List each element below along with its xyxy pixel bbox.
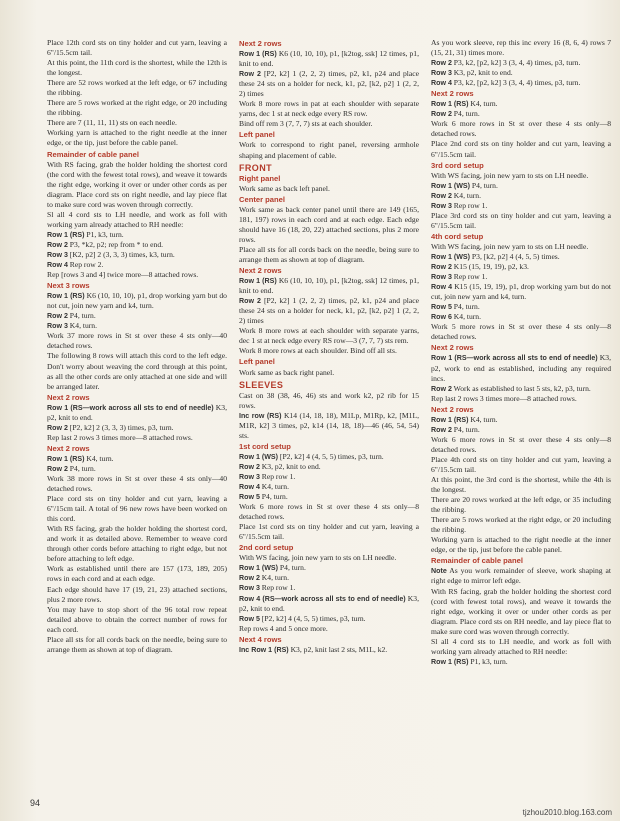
row-text: K4, turn.: [470, 99, 498, 109]
row-instruction: [239, 411, 419, 441]
paragraph: Work same as back center panel until there are 149 (165, 181, 197) rows in each cord and at each edge. Each edge should have 16 (18, 20, 22) attached sections, plus 2 more rows.: [239, 204, 419, 244]
paragraph: Bind off rem 3 (7, 7, 7) sts at each shoulder.: [239, 119, 373, 129]
paragraph: Rep last 2 rows 3 times more—8 attached rows.: [431, 393, 577, 403]
paragraph: Work same as back left panel.: [239, 183, 330, 193]
row-instruction: [431, 181, 611, 191]
row-label: Row 1 (RS): [239, 50, 277, 59]
section-heading: 4th cord setup: [431, 231, 484, 241]
row-text: K3, p2, knit to end.: [239, 593, 419, 613]
row-label: Row 4: [431, 283, 453, 292]
row-label: Row 2: [47, 312, 68, 321]
row-text: K4, turn.: [470, 414, 498, 424]
row-label: Row 2: [431, 384, 452, 393]
row-instruction: [47, 230, 227, 240]
row-text: Work as established to last 5 sts, k2, p3, turn.: [453, 383, 591, 393]
paragraph: Rep rows 4 and 5 once more.: [239, 623, 328, 633]
row-text: [K2, p2] 2 (3, 3, 3) times, k3, turn.: [69, 249, 175, 259]
row-label: Row 3: [239, 584, 260, 593]
row-instruction: [431, 68, 611, 78]
row-text: P3, k2, [p2, k2] 3 (3, 4, 4) times, p3, turn.: [453, 58, 581, 68]
section-heading: Remainder of cable panel: [431, 556, 523, 566]
section-heading: Next 2 rows: [431, 404, 474, 414]
row-instruction: [431, 272, 611, 282]
section-heading: Next 4 rows: [239, 634, 282, 644]
row-text: P4, turn.: [279, 563, 306, 573]
column-left: [47, 38, 227, 655]
row-label: Row 3: [47, 322, 68, 331]
row-text: K6 (10, 10, 10), p1, [k2tog, ssk] 12 times, p1, knit to end.: [239, 49, 419, 69]
row-label: Row 5: [239, 614, 260, 623]
row-instruction: [431, 282, 611, 302]
row-text: P3, k2, [p2, k2] 3 (3, 4, 4) times, p3, turn.: [453, 78, 581, 88]
row-text: K4, turn.: [453, 312, 482, 322]
row-instruction: [47, 291, 227, 311]
row-instruction: [47, 454, 227, 464]
row-text: P4, turn.: [69, 311, 96, 321]
paragraph: Place cord sts on tiny holder and cut yarn, leaving a 6"/15cm tail. A total of 96 new rows have been worked on this cord.: [47, 494, 227, 524]
row-instruction: [431, 425, 611, 435]
section-heading: Left panel: [239, 357, 275, 367]
section-heading: Next 2 rows: [431, 343, 474, 353]
paragraph: Work 5 more rows in St st over these 4 sts only—8 detached rows.: [431, 322, 611, 342]
row-text: P1, k3, turn.: [470, 656, 508, 666]
row-instruction: [47, 464, 227, 474]
paragraph: With RS facing, grab the holder holding the shortest cord (cord with fewest total rows), and weave it towards the right edge, working it over or under other cords as per diagram. Place cord sts on RH needle, and lay piece flat to make sure cord was woven through correctly.: [431, 586, 611, 636]
row-text: K3, p2, knit last 2 sts, M1L, k2.: [290, 644, 388, 654]
row-text: P3, *k2, p2; rep from * to end.: [69, 239, 164, 249]
row-label: Inc Row 1 (RS): [239, 645, 289, 654]
paragraph: With WS facing, join new yarn to sts on LH needle.: [239, 553, 397, 563]
row-label: Row 2: [239, 574, 260, 583]
row-label: Row 3: [239, 472, 260, 481]
row-text: P4, turn.: [453, 109, 480, 119]
row-instruction: [431, 191, 611, 201]
section-heading: Next 3 rows: [47, 281, 90, 291]
paragraph: There are 7 (11, 11, 11) sts on each needle.: [47, 118, 177, 128]
row-label: Row 5: [239, 493, 260, 502]
paragraph: There are 5 rows worked at the right edge, or 20 including the ribbing.: [431, 515, 611, 535]
section-heading: 1st cord setup: [239, 441, 291, 451]
row-label: Row 1 (WS): [239, 564, 279, 573]
section-heading: Center panel: [239, 194, 285, 204]
row-text: P4, turn.: [471, 180, 498, 190]
row-instruction: [239, 296, 419, 326]
paragraph: Place all sts for all cords back on the needle, being sure to arrange them as shown at top of diagram.: [47, 634, 227, 654]
paragraph: Working yarn is attached to the right needle at the inner edge, or the tip, just before the cable panel.: [47, 128, 227, 148]
row-text: P3, [k2, p2] 4 (4, 5, 5) times.: [471, 251, 560, 261]
paragraph: Place all sts for all cords back on the needle, being sure to arrange them as shown at top of diagram.: [239, 244, 419, 264]
row-instruction: [47, 240, 227, 250]
row-text: [P2, k2] 1 (2, 2, 2) times, p2, k1, p24 and place these 24 sts on a holder for neck, k1, p2, [k2, p2] 1 (2, 2, 2) times: [239, 69, 420, 99]
paragraph: Work same as back right panel.: [239, 367, 335, 377]
section-heading: 2nd cord setup: [239, 543, 294, 553]
paragraph: The following 8 rows will attach this cord to the left edge. Don't worry about weaving the cord through at this point, as all the other cords are only attached at one side and will be arranged later.: [47, 351, 227, 391]
paragraph: At this point, the 3rd cord is the shortest, while the 4th is the longest.: [431, 475, 611, 495]
row-text: K6 (10, 10, 10), p1, [k2tog, ssk] 12 times, p1, knit to end.: [239, 276, 419, 296]
row-label: Row 2: [431, 59, 452, 68]
row-text: K4, turn.: [261, 573, 290, 583]
paragraph: At this point, the 11th cord is the shortest, while the 12th is the longest.: [47, 58, 227, 78]
paragraph: Work 6 more rows in St st over these 4 sts only—8 detached rows.: [431, 119, 611, 139]
row-instruction: [47, 311, 227, 321]
row-label: Row 1 (WS): [239, 452, 279, 461]
column-middle: [239, 38, 419, 655]
paragraph: Work 8 more rows in pat at each shoulder with separate yarns, dec 1 st at neck edge every RS row.: [239, 99, 419, 119]
paragraph: Working yarn is attached to the right needle at the inner edge, or the tip, just before the cable panel.: [431, 535, 611, 555]
row-text: [P2, k2] 2 (3, 3, 3) times, p3, turn.: [69, 422, 174, 432]
row-label: Row 2: [431, 263, 452, 272]
paragraph: Work 6 more rows in St st over these 4 sts only—8 detached rows.: [431, 434, 611, 454]
paragraph: You may have to stop short of the 96 total row repeat detailed above to obtain the correct number of rows for each cord.: [47, 604, 227, 634]
row-instruction: [239, 583, 419, 593]
row-label: Row 1 (RS): [239, 277, 277, 286]
row-instruction: [431, 566, 611, 586]
row-text: Rep row 1.: [261, 583, 296, 593]
row-label: Row 4 (RS—work across all sts to end of needle): [239, 594, 406, 603]
row-label: Row 6: [431, 313, 452, 322]
row-instruction: [431, 78, 611, 88]
row-label: Row 3: [431, 69, 452, 78]
row-label: Row 2: [431, 425, 452, 434]
row-text: K4, turn.: [453, 190, 482, 200]
row-text: Rep row 1.: [453, 272, 488, 282]
row-text: P4, turn.: [261, 492, 288, 502]
row-instruction: [431, 109, 611, 119]
row-instruction: [239, 594, 419, 614]
row-text: [P2, k2] 4 (4, 5, 5) times, p3, turn.: [261, 613, 366, 623]
row-text: [P2, k2] 4 (4, 5, 5) times, p3, turn.: [279, 451, 384, 461]
row-instruction: [47, 403, 227, 423]
section-heading: Left panel: [239, 130, 275, 140]
paragraph: There are 20 rows worked at the left edge, or 35 including the ribbing.: [431, 495, 611, 515]
row-label: Row 5: [431, 303, 452, 312]
section-heading: Next 2 rows: [239, 266, 282, 276]
row-instruction: [239, 573, 419, 583]
row-instruction: [47, 260, 227, 270]
watermark: tjzhou2010.blog.163.com: [522, 808, 612, 817]
row-text: K3, p2, knit to end.: [261, 461, 321, 471]
paragraph: Sl all 4 cord sts to LH needle, and work as foll with working yarn already attached to RH needle:: [431, 636, 611, 656]
row-text: K3, p2, work to end as established, including any required incs.: [431, 353, 611, 383]
paragraph: With RS facing, grab the holder holding the shortest cord, and work it as detailed above. Remember to weave cord through other cords before attaching to right edge, but not before attaching to left edge.: [47, 524, 227, 564]
row-label: Row 3: [431, 273, 452, 282]
paragraph: Work as established until there are 157 (173, 189, 205) rows in each cord and at each edge.: [47, 564, 227, 584]
row-label: Row 2: [239, 297, 261, 306]
section-heading: Right panel: [239, 173, 281, 183]
paragraph: There are 52 rows worked at the left edge, or 67 including the ribbing.: [47, 78, 227, 98]
section-heading: Next 2 rows: [47, 392, 90, 402]
row-text: Rep row 2.: [69, 260, 104, 270]
paragraph: Place 2nd cord sts on tiny holder and cut yarn, leaving a 6"/15.5cm tail.: [431, 139, 611, 159]
part-heading: SLEEVES: [239, 379, 284, 390]
page-number: 94: [30, 798, 41, 808]
paragraph: With WS facing, join new yarn to sts on LH needle.: [431, 170, 589, 180]
row-label: Row 1 (RS—work across all sts to end of needle): [431, 354, 598, 363]
row-label: Row 3: [431, 201, 452, 210]
row-instruction: [431, 353, 611, 383]
section-heading: Next 2 rows: [239, 39, 282, 48]
row-text: K6 (10, 10, 10), p1, drop working yarn but do not cut, join new yarn and k4, turn.: [47, 291, 227, 311]
row-label: Row 1 (RS): [431, 100, 469, 109]
row-instruction: [47, 250, 227, 260]
paragraph: With WS facing, join new yarn to sts on LH needle.: [431, 241, 589, 251]
row-instruction: [239, 452, 419, 462]
row-instruction: [239, 472, 419, 482]
row-text: Rep row 1.: [453, 200, 488, 210]
paragraph: Place 12th cord sts on tiny holder and cut yarn, leaving a 6"/15.5cm tail.: [47, 38, 227, 58]
section-heading: Next 2 rows: [47, 443, 90, 453]
row-label: Row 2: [431, 191, 452, 200]
row-label: Row 2: [431, 110, 452, 119]
row-label: Row 1 (RS): [431, 415, 469, 424]
row-instruction: [431, 201, 611, 211]
row-label: Row 1 (WS): [431, 181, 471, 190]
row-instruction: [239, 645, 419, 655]
row-instruction: [431, 384, 611, 394]
row-instruction: [47, 321, 227, 331]
part-heading: FRONT: [239, 162, 272, 173]
row-instruction: [239, 482, 419, 492]
paragraph: Rep last 2 rows 3 times more—8 attached rows.: [47, 432, 193, 442]
row-text: K4, turn.: [261, 482, 290, 492]
row-text: K14 (14, 18, 18), M1Lp, M1Rp, k2, [M1L, M1R, k2] 3 times, p2, k14 (14, 18, 18)—46 (46, 54, 54) sts.: [239, 410, 419, 440]
paragraph: Place 1st cord sts on tiny holder and cut yarn, leaving a 6"/15.5cm tail.: [239, 522, 419, 542]
column-right: [431, 38, 611, 667]
paragraph: Work 8 more rows at each shoulder with separate yarns, dec 1 st at neck edge every RS row—3 (7, 7, 7) sts rem.: [239, 326, 419, 346]
row-label: Row 3: [47, 250, 68, 259]
paragraph: There are 5 rows worked at the right edge, or 20 including the ribbing.: [47, 98, 227, 118]
row-label: Row 4: [239, 483, 260, 492]
row-instruction: [239, 69, 419, 99]
paragraph: With RS facing, grab the holder holding the shortest cord (the cord with the fewest total rows), and weave it towards the right edge, working it over or under other cords as per diagram. Place cord sts on right needle, and lay piece flat to make sure cord was woven through correctly.: [47, 159, 227, 209]
paragraph: Work 6 more rows in St st over these 4 sts only—8 detached rows.: [239, 502, 419, 522]
paragraph: Sl all 4 cord sts to LH needle, and work as foll with working yarn already attached to RH needle:: [47, 209, 227, 229]
row-label: Note: [431, 567, 447, 576]
paragraph: Place 3rd cord sts on tiny holder and cut yarn, leaving a 6"/15.5cm tail.: [431, 210, 611, 230]
row-instruction: [431, 99, 611, 109]
paragraph: Rep [rows 3 and 4] twice more—8 attached rows.: [47, 270, 199, 280]
row-label: Row 2: [47, 464, 68, 473]
row-instruction: [431, 312, 611, 322]
row-instruction: [239, 492, 419, 502]
row-text: K3, p2, knit to end.: [453, 68, 513, 78]
section-heading: Next 2 rows: [431, 89, 474, 99]
row-instruction: [431, 252, 611, 262]
row-instruction: [431, 262, 611, 272]
row-text: K4, turn.: [69, 321, 98, 331]
row-label: Row 4: [431, 79, 452, 88]
paragraph: Work 37 more rows in St st over these 4 sts only—40 detached rows.: [47, 331, 227, 351]
paragraph: Work 38 more rows in St st over these 4 sts only—40 detached rows.: [47, 474, 227, 494]
paragraph: Work to correspond to right panel, reversing armhole shaping and placement of cable.: [239, 140, 419, 160]
row-instruction: [239, 614, 419, 624]
row-label: Row 1 (RS): [47, 454, 85, 463]
row-text: P4, turn.: [453, 302, 480, 312]
row-instruction: [239, 276, 419, 296]
row-text: P4, turn.: [453, 424, 480, 434]
row-instruction: [239, 49, 419, 69]
row-text: P1, k3, turn.: [86, 229, 124, 239]
section-heading: 3rd cord setup: [431, 160, 484, 170]
paragraph: Place 4th cord sts on tiny holder and cut yarn, leaving a 6"/15.5cm tail.: [431, 454, 611, 474]
paragraph: Work 8 more rows at each shoulder. Bind off all sts.: [239, 346, 397, 356]
row-text: As you work remainder of sleeve, work shaping at right edge to mirror left edge.: [431, 566, 611, 586]
paragraph: Each edge should have 17 (19, 21, 23) attached sections, plus 2 more rows.: [47, 584, 227, 604]
row-label: Row 1 (RS): [47, 230, 85, 239]
row-label: Row 2: [239, 462, 260, 471]
row-label: Row 1 (WS): [431, 252, 471, 261]
row-text: K4, turn.: [86, 453, 114, 463]
row-label: Inc row (RS): [239, 411, 282, 420]
row-label: Row 1 (RS): [431, 657, 469, 666]
row-label: Row 2: [239, 70, 261, 79]
row-label: Row 4: [47, 261, 68, 270]
row-instruction: [239, 563, 419, 573]
row-instruction: [431, 415, 611, 425]
row-text: [P2, k2] 1 (2, 2, 2) times, p2, k1, p24 and place these 24 sts on a holder for neck, k1, p2, [k2, p2] 1 (2, 2, 2) times: [239, 296, 420, 326]
row-label: Row 2: [47, 240, 68, 249]
row-instruction: [47, 423, 227, 433]
row-text: K15 (15, 19, 19), p1, drop working yarn but do not cut, join new yarn and k4, turn.: [431, 282, 612, 302]
row-instruction: [431, 657, 611, 667]
row-text: K3, p2, knit to end.: [47, 402, 227, 422]
row-text: Rep row 1.: [261, 471, 296, 481]
row-text: P4, turn.: [69, 463, 96, 473]
row-text: K15 (15, 19, 19), p2, k3.: [453, 262, 529, 272]
section-heading: Remainder of cable panel: [47, 149, 139, 159]
row-instruction: [239, 462, 419, 472]
paragraph: Cast on 38 (38, 46, 46) sts and work k2, p2 rib for 15 rows.: [239, 390, 419, 410]
row-instruction: [431, 58, 611, 68]
row-label: Row 2: [47, 423, 68, 432]
row-label: Row 1 (RS): [47, 292, 85, 301]
paragraph: As you work sleeve, rep this inc every 16 (8, 6, 4) rows 7 (15, 21, 31) times more.: [431, 38, 611, 58]
row-instruction: [431, 302, 611, 312]
row-label: Row 1 (RS—work across all sts to end of needle): [47, 403, 214, 412]
